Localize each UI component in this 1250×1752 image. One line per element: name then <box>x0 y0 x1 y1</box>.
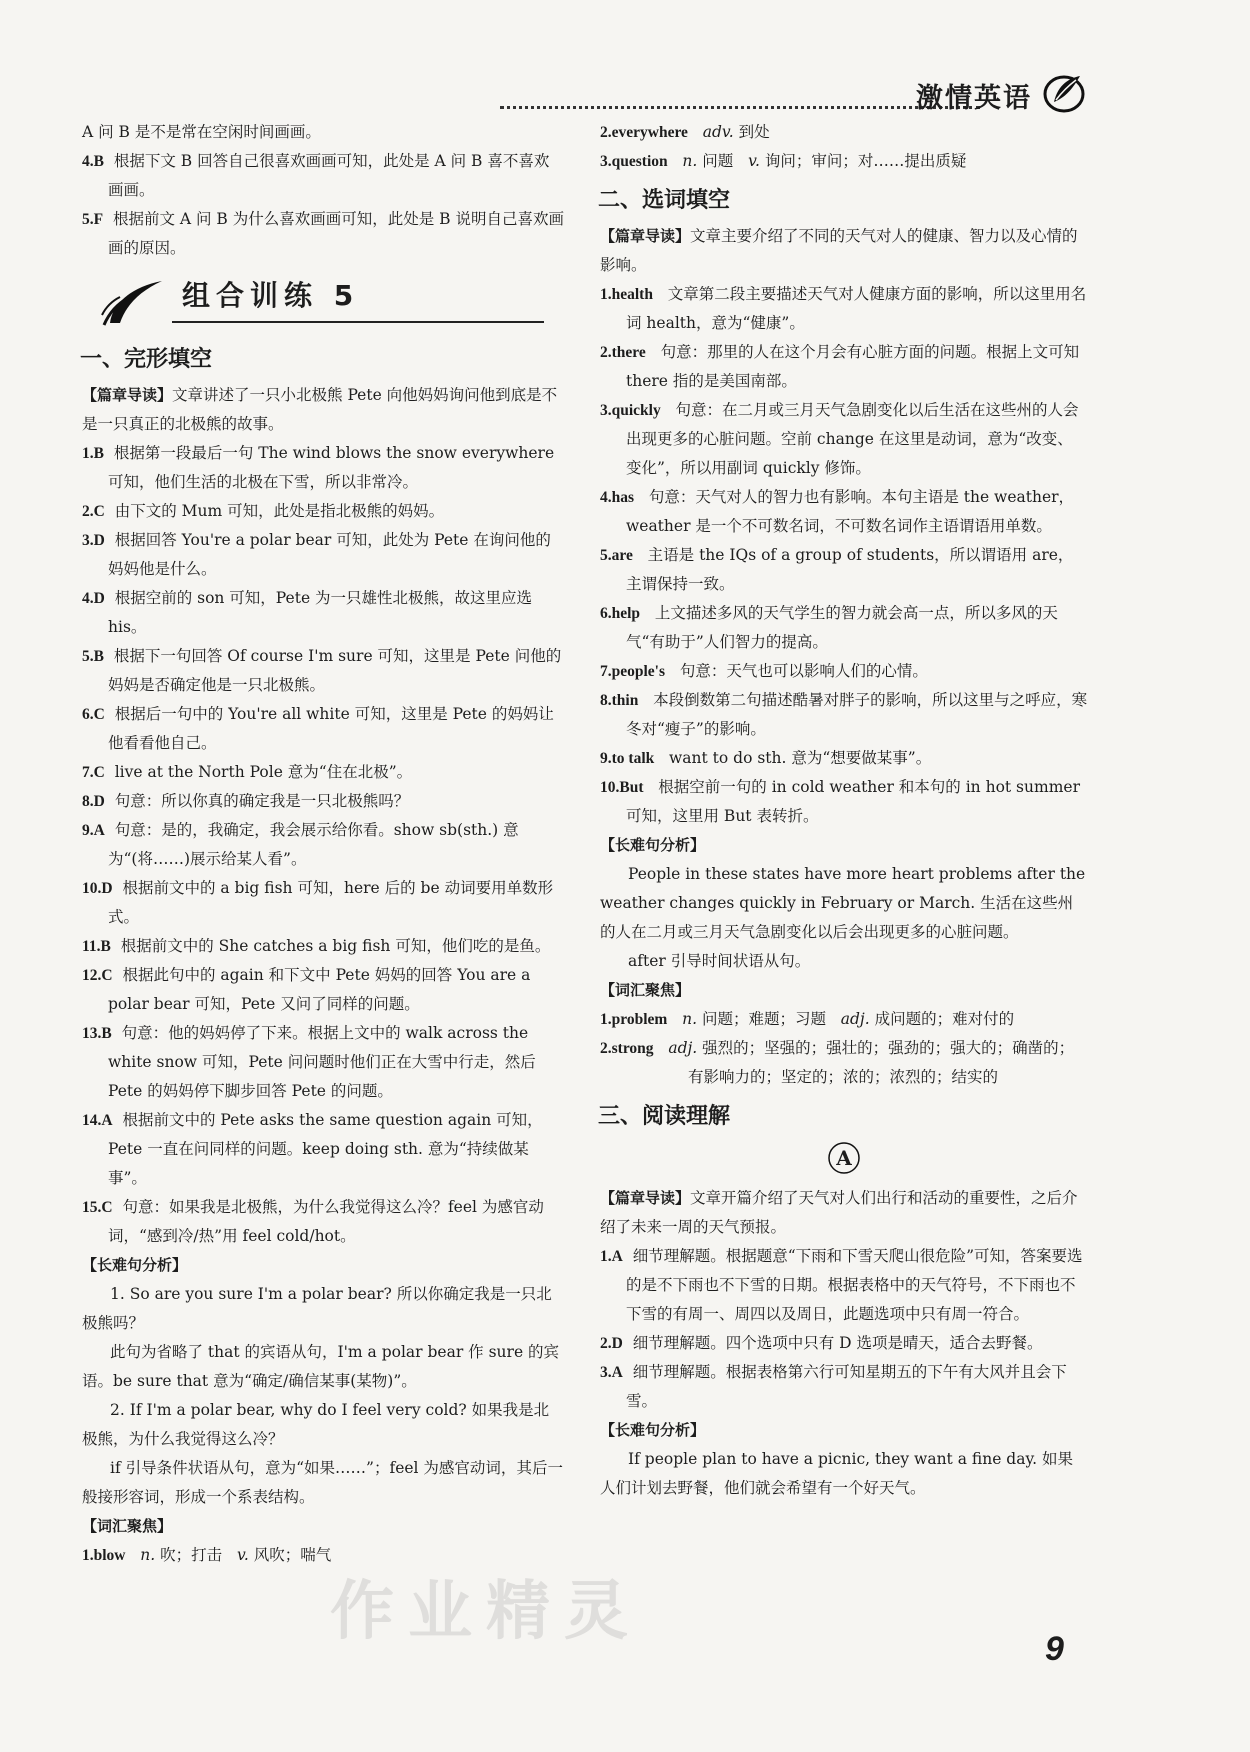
answer-item: 11.B 根据前文中的 She catches a big fish 可知，他们吃的是鱼。 <box>82 937 551 955</box>
answer-item: 1.A 细节理解题。根据题意“下雨和下雪天爬山很危险”可知，答案要选的是不下雨也不下雪的日期。根据表格中的天气符号，不下雨也不下雪的有周一、周四以及周日，此题选项中只有周一符合。 <box>600 1247 1083 1323</box>
leaf-logo-icon <box>1040 68 1088 116</box>
vocab-entry: 3.question n. 问题 v. 询问；审问；对……提出质疑 <box>600 152 967 170</box>
answer-item: 10.D 根据前文中的 a big fish 可知，here 后的 be 动词要用单数形式。 <box>82 879 554 926</box>
analysis-sentence: 1. So are you sure I'm a polar bear? 所以你确定我是一只北极熊吗？ <box>82 1285 552 1332</box>
page-number: 9 <box>1045 1630 1064 1668</box>
answer-item: 2.D 细节理解题。四个选项中只有 D 选项是晴天，适合去野餐。 <box>600 1334 1043 1352</box>
vocab-entry: 1.problem n. 问题；难题；习题 adj. 成问题的；难对付的 <box>600 1010 1015 1028</box>
answer-item: 1.B 根据第一段最后一句 The wind blows the snow everywhere 可知，他们生活的北极在下雪，所以非常冷。 <box>82 444 555 491</box>
continued-line: A 问 B 是不是常在空闲时间画画。 <box>82 123 321 141</box>
analysis-sentence: If people plan to have a picnic, they want a fine day. 如果人们计划去野餐，他们就会希望有一个好天气。 <box>600 1450 1074 1497</box>
vocab-label: 【词汇聚焦】 <box>600 981 691 999</box>
passage-label: A <box>836 1145 852 1170</box>
passage-marker <box>826 1140 862 1176</box>
answer-item: 13.B 句意：他的妈妈停了下来。根据上文中的 walk across the white snow 可知，Pete 问问题时他们正在大雪中行走，然后 Pete 的妈妈停下脚步回答 Pete 的问题。 <box>82 1024 536 1100</box>
answer-item: 2.there 句意：那里的人在这个月会有心脏方面的问题。根据上文可知 there 指的是美国南部。 <box>600 343 1080 390</box>
section-heading: 三、阅读理解 <box>598 1104 731 1129</box>
answer-item: 4.has 句意：天气对人的智力也有影响。本句主语是 the weather，weather 是一个不可数名词，不可数名词作主语谓语用单数。 <box>600 488 1075 535</box>
answer-item: 3.quickly 句意：在二月或三月天气急剧变化以后生活在这些州的人会出现更多的心脏问题。空前 change 在这里是动词，意为“改变、变化”，所以用副词 quickly 修饰。 <box>600 401 1079 477</box>
answer-item: 4.D 根据空前的 son 可知，Pete 为一只雄性北极熊，故这里应选 his。 <box>82 589 533 636</box>
answer-item: 9.to talk want to do sth. 意为“想要做某事”。 <box>600 749 932 767</box>
section-heading: 二、选词填空 <box>598 188 731 213</box>
answer-item: 7.people's 句意：天气也可以影响人们的心情。 <box>600 662 928 680</box>
vocab-label: 【词汇聚焦】 <box>82 1517 173 1535</box>
answer-item: 6.help 上文描述多风的天气学生的智力就会高一点，所以多风的天气“有助于”人们智力的提高。 <box>600 604 1058 651</box>
answer-item: 3.A 细节理解题。根据表格第六行可知星期五的下午有大风并且会下雪。 <box>600 1363 1067 1410</box>
answer-item: 1.health 文章第二段主要描述天气对人健康方面的影响，所以这里用名词 health，意为“健康”。 <box>600 285 1087 332</box>
answer-item: 9.A 句意：是的，我确定，我会展示给你看。show sb(sth.) 意为“(将……)展示给某人看”。 <box>82 821 519 868</box>
analysis-sentence: People in these states have more heart problems after the weather changes quickly in February or March. 生活在这些州的人在二月或三月天气急剧变化以后会出现更多的心脏问题。 <box>600 865 1086 941</box>
header-title: 激情英语 <box>916 83 1032 114</box>
guide-paragraph: 【篇章导读】文章讲述了一只小北极熊 Pete 向他妈妈询问他到底是不是一只真正的北极熊的故事。 <box>82 386 558 433</box>
answer-item: 5.B 根据下一句回答 Of course I'm sure 可知，这里是 Pete 问他的妈妈是否确定他是一只北极熊。 <box>82 647 562 694</box>
page-header <box>500 62 1100 118</box>
banner-title: 组合训练 5 <box>182 279 360 312</box>
swoosh-icon <box>100 275 170 331</box>
watermark: 作业精灵 <box>330 1575 642 1649</box>
answer-item: 15.C 句意：如果我是北极熊，为什么我觉得这么冷？feel 为感官动词，“感到冷/热”用 feel cold/hot。 <box>82 1198 544 1245</box>
vocab-entry: 1.blow n. 吹；打击 v. 风吹；喘气 <box>82 1546 332 1564</box>
section-heading: 一、完形填空 <box>80 347 213 372</box>
answer-item: 14.A 根据前文中的 Pete asks the same question again 可知，Pete 一直在问同样的问题。keep doing sth. 意为“持续做某事”。 <box>82 1111 543 1187</box>
answer-item: 8.thin 本段倒数第二句描述酷暑对胖子的影响，所以这里与之呼应，寒冬对“瘦子”的影响。 <box>600 691 1088 738</box>
analysis-label: 【长难句分析】 <box>600 836 706 854</box>
answer-list <box>82 439 564 1251</box>
analysis-label: 【长难句分析】 <box>82 1256 188 1274</box>
vocab-entry: 2.strong adj. 强烈的；坚强的；强壮的；强劲的；强大的；确凿的；有影响力的；坚定的；浓的；浓烈的；结实的 <box>600 1039 1075 1086</box>
answer-item: 6.C 根据后一句中的 You're all white 可知，这里是 Pete 的妈妈让他看看他自己。 <box>82 705 554 752</box>
answer-list <box>600 1242 1088 1416</box>
guide-paragraph: 【篇章导读】文章主要介绍了不同的天气对人的健康、智力以及心情的影响。 <box>600 227 1078 274</box>
answer-item: 4.B 根据下文 B 回答自己很喜欢画画可知，此处是 A 问 B 喜不喜欢画画。 <box>82 152 550 199</box>
header-divider <box>500 106 980 109</box>
analysis-label: 【长难句分析】 <box>600 1421 706 1439</box>
analysis-note: if 引导条件状语从句，意为“如果……”；feel 为感官动词，其后一般接形容词，形成一个系表结构。 <box>82 1459 563 1506</box>
left-column <box>82 118 564 1570</box>
answer-item: 5.F 根据前文 A 问 B 为什么喜欢画画可知，此处是 B 说明自己喜欢画画的原因。 <box>82 210 564 257</box>
banner-underline <box>172 321 544 323</box>
answer-item: 2.C 由下文的 Mum 可知，此处是指北极熊的妈妈。 <box>82 502 445 520</box>
answer-item: 3.D 根据回答 You're a polar bear 可知，此处为 Pete 在询问他的妈妈他是什么。 <box>82 531 551 578</box>
analysis-note: after 引导时间状语从句。 <box>628 952 811 970</box>
vocab-entry: 2.everywhere adv. 到处 <box>600 123 770 141</box>
answer-item: 5.are 主语是 the IQs of a group of students，所以谓语用 are，主谓保持一致。 <box>600 546 1074 593</box>
guide-paragraph: 【篇章导读】文章开篇介绍了天气对人们出行和活动的重要性，之后介绍了未来一周的天气预报。 <box>600 1189 1078 1236</box>
analysis-note: 此句为省略了 that 的宾语从句，I'm a polar bear 作 sure 的宾语。be sure that 意为“确定/确信某事(某物)”。 <box>82 1343 560 1390</box>
answer-item: 10.But 根据空前一句的 in cold weather 和本句的 in hot summer 可知，这里用 But 表转折。 <box>600 778 1080 825</box>
section-banner <box>82 271 564 335</box>
answer-list <box>600 280 1088 831</box>
answer-item: 7.C live at the North Pole 意为“住在北极”。 <box>82 763 413 781</box>
answer-item: 8.D 句意：所以你真的确定我是一只北极熊吗？ <box>82 792 410 810</box>
analysis-sentence: 2. If I'm a polar bear, why do I feel very cold? 如果我是北极熊，为什么我觉得这么冷？ <box>82 1401 550 1448</box>
right-column <box>600 118 1088 1503</box>
answer-item: 12.C 根据此句中的 again 和下文中 Pete 妈妈的回答 You are a polar bear 可知，Pete 又问了同样的问题。 <box>82 966 531 1013</box>
